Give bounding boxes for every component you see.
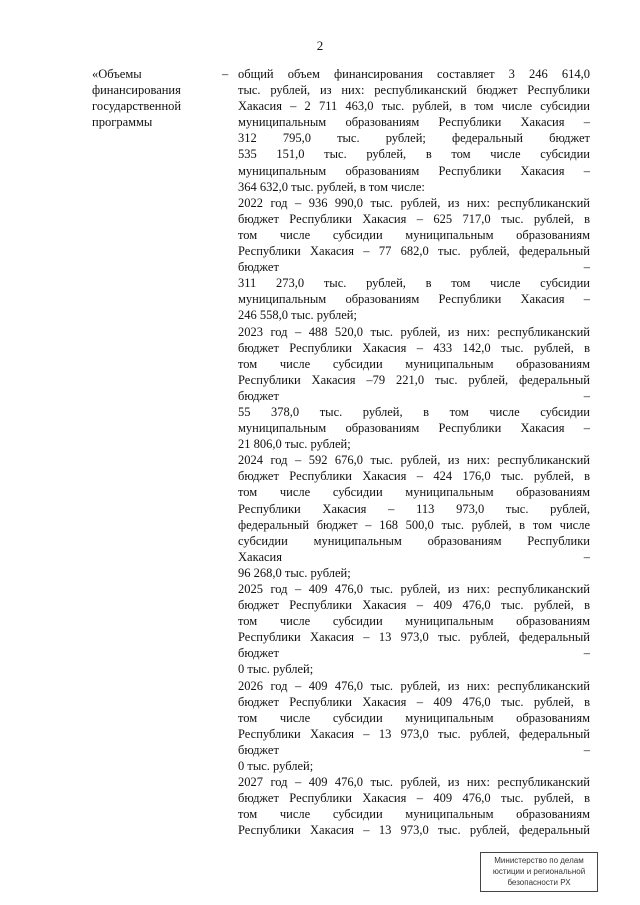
text-line: бюджет Республики Хакасия – 409 476,0 тыс. рублей, в (238, 598, 590, 613)
text-line: 96 268,0 тыс. рублей; (238, 565, 351, 580)
text-line: бюджет Республики Хакасия – 409 476,0 тыс. рублей, в (238, 791, 590, 806)
section-label-line: финансирования (92, 83, 181, 97)
text-line: том числе субсидии муниципальным образованиям (238, 807, 590, 822)
text-line: том числе субсидии муниципальным образованиям (238, 710, 590, 725)
section-label-line: программы (92, 115, 153, 129)
ministry-stamp (480, 852, 598, 892)
text-line: Республики Хакасия – 77 682,0 тыс. рублей, федеральный (238, 244, 590, 259)
text-line: муниципальным образованиям Республики Хакасия – (238, 421, 590, 436)
text-line: Хакасия – 2 711 463,0 тыс. рублей, в том числе субсидии (238, 99, 590, 114)
text-line: 312 795,0 тыс. рублей; федеральный бюджет (238, 131, 590, 146)
text-line: 2026 год – 409 476,0 тыс. рублей, из них: республиканский (238, 678, 590, 693)
text-line: 2023 год – 488 520,0 тыс. рублей, из них: республиканский (238, 324, 590, 339)
text-line: том числе субсидии муниципальным образованиям (238, 485, 590, 500)
text-line: том числе субсидии муниципальным образованиям (238, 356, 590, 371)
text-line: бюджет Республики Хакасия – 424 176,0 тыс. рублей, в (238, 469, 590, 484)
section-label-line: «Объемы (92, 67, 142, 81)
text-line: 246 558,0 тыс. рублей; (238, 308, 357, 323)
page-number: 2 (316, 38, 324, 53)
text-line: Республики Хакасия –79 221,0 тыс. рублей, федеральный (238, 372, 590, 387)
section-label (92, 66, 202, 130)
stamp-line: Министерство по делам (494, 856, 584, 865)
text-line: 311 273,0 тыс. рублей, в том числе субсидии (238, 276, 590, 291)
text-line: бюджет Республики Хакасия – 409 476,0 тыс. рублей, в (238, 694, 590, 709)
text-line: федеральный бюджет – 168 500,0 тыс. рублей, в том числе (238, 517, 590, 532)
text-line: бюджет Республики Хакасия – 433 142,0 тыс. рублей, в (238, 340, 590, 355)
text-line: Республики Хакасия – 113 973,0 тыс. рублей, (238, 501, 590, 516)
text-line: 2022 год – 936 990,0 тыс. рублей, из них: республиканский (238, 195, 590, 210)
text-line: 2024 год – 592 676,0 тыс. рублей, из них: республиканский (238, 453, 590, 468)
text-line: бюджет – (238, 646, 590, 661)
text-line: Хакасия – (238, 549, 590, 564)
stamp-line: безопасности РХ (507, 878, 571, 887)
text-line: бюджет – (238, 388, 590, 403)
text-line: 364 632,0 тыс. рублей, в том числе: (238, 179, 425, 194)
text-line: 55 378,0 тыс. рублей, в том числе субсидии (238, 404, 590, 419)
section-label-line: государственной (92, 99, 182, 113)
text-line: бюджет – (238, 260, 590, 275)
financing-text (238, 66, 590, 839)
text-line: 535 151,0 тыс. рублей, в том числе субсидии (238, 147, 590, 162)
text-line: муниципальным образованиям Республики Хакасия – (238, 115, 590, 130)
text-line: муниципальным образованиям Республики Хакасия – (238, 163, 590, 178)
text-line: бюджет – (238, 742, 590, 757)
text-line: 2027 год – 409 476,0 тыс. рублей, из них: республиканский (238, 775, 590, 790)
text-line: тыс. рублей, из них: республиканский бюджет Республики (238, 83, 590, 98)
text-line: 2025 год – 409 476,0 тыс. рублей, из них: республиканский (238, 582, 590, 596)
text-line: субсидии муниципальным образованиям Республики (238, 533, 590, 548)
text-line: бюджет Республики Хакасия – 625 717,0 тыс. рублей, в (238, 211, 590, 226)
text-line: 0 тыс. рублей; (238, 759, 314, 774)
text-line: общий объем финансирования составляет 3 246 614,0 (238, 67, 590, 81)
text-line: 21 806,0 тыс. рублей; (238, 437, 351, 452)
stamp-line: юстиции и региональной (492, 867, 586, 876)
label-dash: – (222, 67, 229, 81)
text-line: Республики Хакасия – 13 973,0 тыс. рублей, федеральный (238, 630, 590, 645)
text-line: том числе субсидии муниципальным образованиям (238, 614, 590, 629)
text-line: Республики Хакасия – 13 973,0 тыс. рублей, федеральный (238, 823, 590, 838)
text-line: 0 тыс. рублей; (238, 662, 314, 677)
text-line: том числе субсидии муниципальным образованиям (238, 227, 590, 242)
text-line: муниципальным образованиям Республики Хакасия – (238, 292, 590, 307)
text-line: Республики Хакасия – 13 973,0 тыс. рублей, федеральный (238, 726, 590, 741)
